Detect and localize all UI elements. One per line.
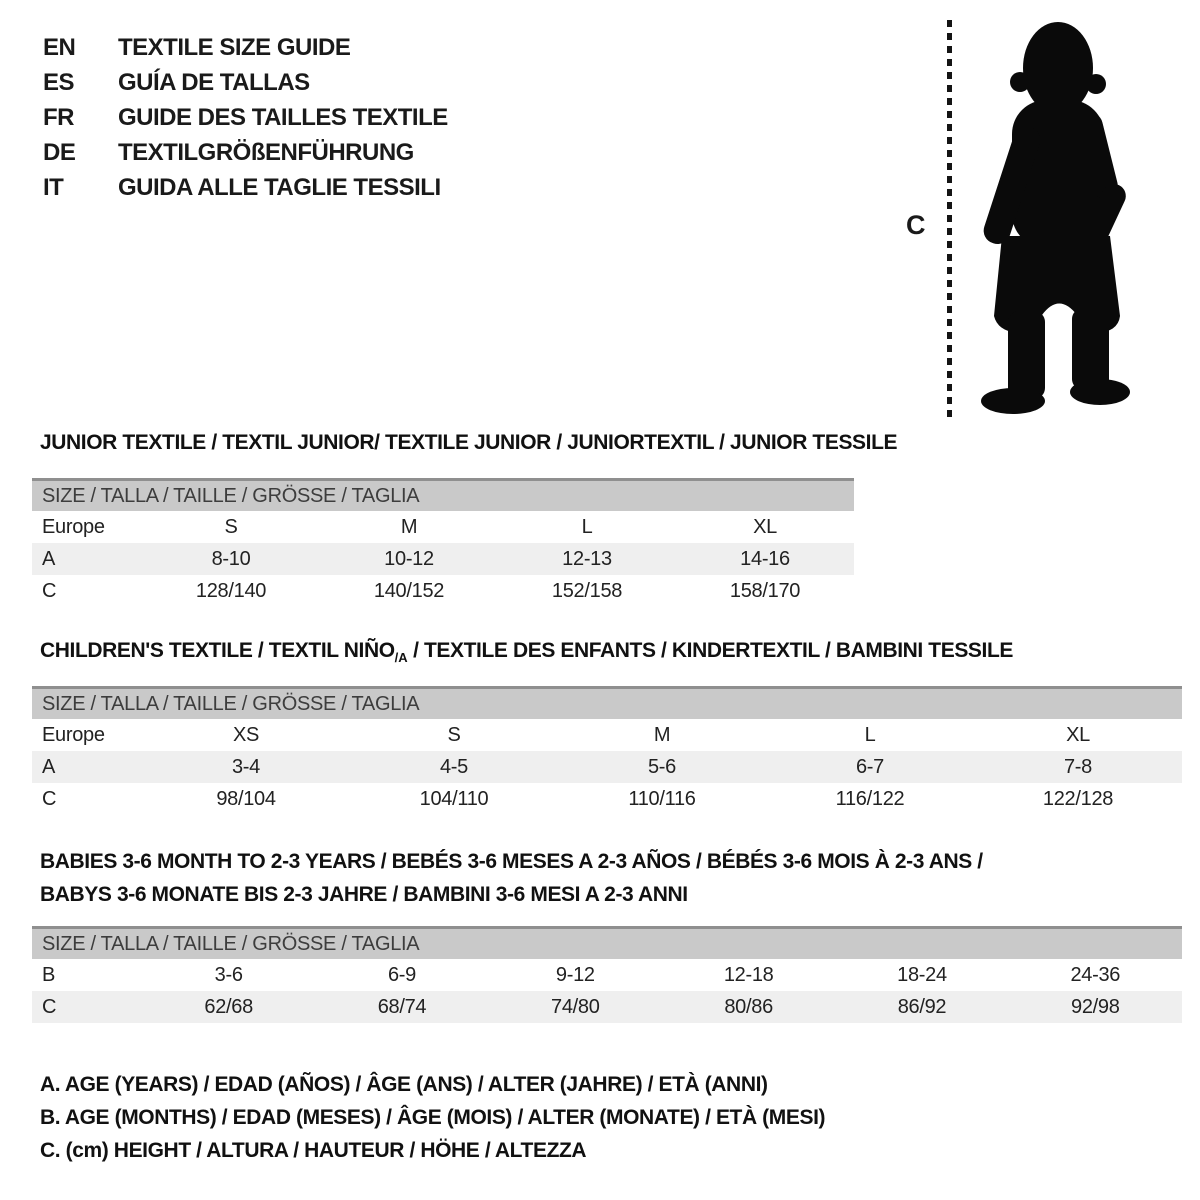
section-title-subscript: /A (394, 650, 408, 665)
section-title-children (40, 639, 1013, 665)
table-cell: 12-18 (723, 963, 774, 986)
language-title: TEXTILGRÖßENFÜHRUNG (118, 138, 414, 166)
table-cell: 10-12 (384, 547, 434, 570)
row-label: Europe (42, 515, 105, 538)
table-cell: 62/68 (204, 995, 253, 1018)
table-rows (32, 959, 1182, 1023)
table-cell: 4-5 (439, 755, 468, 778)
babies-size-table (32, 926, 1182, 1023)
language-code: FR (43, 103, 74, 131)
table-row (32, 751, 1182, 783)
language-title: TEXTILE SIZE GUIDE (118, 33, 351, 61)
size-header: SIZE / TALLA / TAILLE / GRÖSSE / TAGLIA (32, 478, 854, 511)
table-row (32, 543, 854, 575)
table-cell: 86/92 (897, 995, 947, 1018)
toddler-silhouette-icon (960, 18, 1145, 420)
table-cell: 122/128 (1042, 787, 1114, 810)
table-cell: 74/80 (551, 995, 600, 1018)
language-row (43, 65, 448, 100)
table-cell: XL (753, 515, 777, 538)
table-cell: M (400, 515, 418, 538)
language-title: GUIDE DES TAILLES TEXTILE (118, 103, 448, 131)
table-cell: 92/98 (1071, 995, 1120, 1018)
table-cell: 104/110 (419, 787, 489, 810)
row-label: C (42, 579, 57, 602)
table-cell: 3-6 (214, 963, 243, 986)
row-label: C (42, 995, 57, 1018)
table-row (32, 959, 1182, 991)
language-code: DE (43, 138, 76, 166)
legend (40, 1068, 825, 1167)
height-c-label: C (906, 210, 926, 240)
table-cell: 24-36 (1070, 963, 1121, 986)
table-row (32, 783, 1182, 815)
table-cell: 110/116 (628, 787, 696, 810)
table-cell: L (581, 515, 593, 538)
table-cell: 152/158 (551, 579, 623, 602)
table-cell: 80/86 (724, 995, 773, 1018)
table-cell: XL (1066, 723, 1090, 746)
legend-line-a: A. AGE (YEARS) / EDAD (AÑOS) / ÂGE (ANS) / ALTER (JAHRE) / ETÀ (ANNI) (40, 1073, 768, 1096)
table-cell: 128/140 (195, 579, 267, 602)
language-row (43, 135, 448, 170)
table-cell: 5-6 (647, 755, 676, 778)
table-cell: 158/170 (729, 579, 801, 602)
children-size-table (32, 686, 1182, 815)
language-code: IT (43, 173, 64, 201)
table-cell: 8-10 (211, 547, 251, 570)
table-rows (32, 719, 1182, 815)
language-row (43, 170, 448, 205)
row-label: B (42, 963, 56, 986)
table-cell: 18-24 (897, 963, 947, 986)
table-cell: 9-12 (555, 963, 595, 986)
row-label: A (42, 547, 56, 570)
language-list (43, 30, 448, 205)
section-title-line: BABIES 3-6 MONTH TO 2-3 YEARS / BEBÉS 3-6 MESES A 2-3 AÑOS / BÉBÉS 3-6 MOIS À 2-3 ANS / (40, 850, 983, 873)
table-cell: S (447, 723, 461, 746)
table-cell: 6-7 (855, 755, 884, 778)
table-row (32, 511, 854, 543)
size-header: SIZE / TALLA / TAILLE / GRÖSSE / TAGLIA (32, 926, 1182, 959)
table-cell: 7-8 (1063, 755, 1092, 778)
section-title-junior: JUNIOR TEXTILE / TEXTIL JUNIOR/ TEXTILE JUNIOR / JUNIORTEXTIL / JUNIOR TESSILE (40, 431, 898, 454)
language-title: GUÍA DE TALLAS (118, 68, 310, 96)
table-cell: S (224, 515, 238, 538)
row-label: A (42, 755, 56, 778)
table-cell: 68/74 (377, 995, 427, 1018)
table-row (32, 719, 1182, 751)
language-code: EN (43, 33, 76, 61)
table-cell: 14-16 (740, 547, 790, 570)
language-row (43, 100, 448, 135)
table-cell: M (653, 723, 671, 746)
row-label: C (42, 787, 57, 810)
table-row (32, 991, 1182, 1023)
junior-size-table (32, 478, 854, 607)
table-cell: 116/122 (835, 787, 905, 810)
table-cell: XS (232, 723, 260, 746)
table-row (32, 575, 854, 607)
table-cell: 3-4 (231, 755, 260, 778)
table-cell: 6-9 (387, 963, 416, 986)
table-cell: 98/104 (216, 787, 276, 810)
height-dashed-line (947, 20, 952, 418)
section-title-line: BABYS 3-6 MONATE BIS 2-3 JAHRE / BAMBINI 3-6 MESI A 2-3 ANNI (40, 883, 688, 906)
table-cell: 12-13 (562, 547, 612, 570)
section-title-part: CHILDREN'S TEXTILE / TEXTIL NIÑO (40, 639, 395, 662)
legend-line-c: C. (cm) HEIGHT / ALTURA / HAUTEUR / HÖHE / ALTEZZA (40, 1139, 587, 1162)
table-cell: L (864, 723, 876, 746)
section-title-babies (40, 845, 1160, 911)
language-row (43, 30, 448, 65)
legend-line-b: B. AGE (MONTHS) / EDAD (MESES) / ÂGE (MOIS) / ALTER (MONATE) / ETÀ (MESI) (40, 1106, 826, 1129)
table-cell: 140/152 (373, 579, 445, 602)
language-code: ES (43, 68, 75, 96)
row-label: Europe (42, 723, 105, 746)
size-header: SIZE / TALLA / TAILLE / GRÖSSE / TAGLIA (32, 686, 1182, 719)
table-rows (32, 511, 854, 607)
section-title-part: / TEXTILE DES ENFANTS / KINDERTEXTIL / BAMBINI TESSILE (407, 639, 1014, 662)
language-title: GUIDA ALLE TAGLIE TESSILI (118, 173, 441, 201)
